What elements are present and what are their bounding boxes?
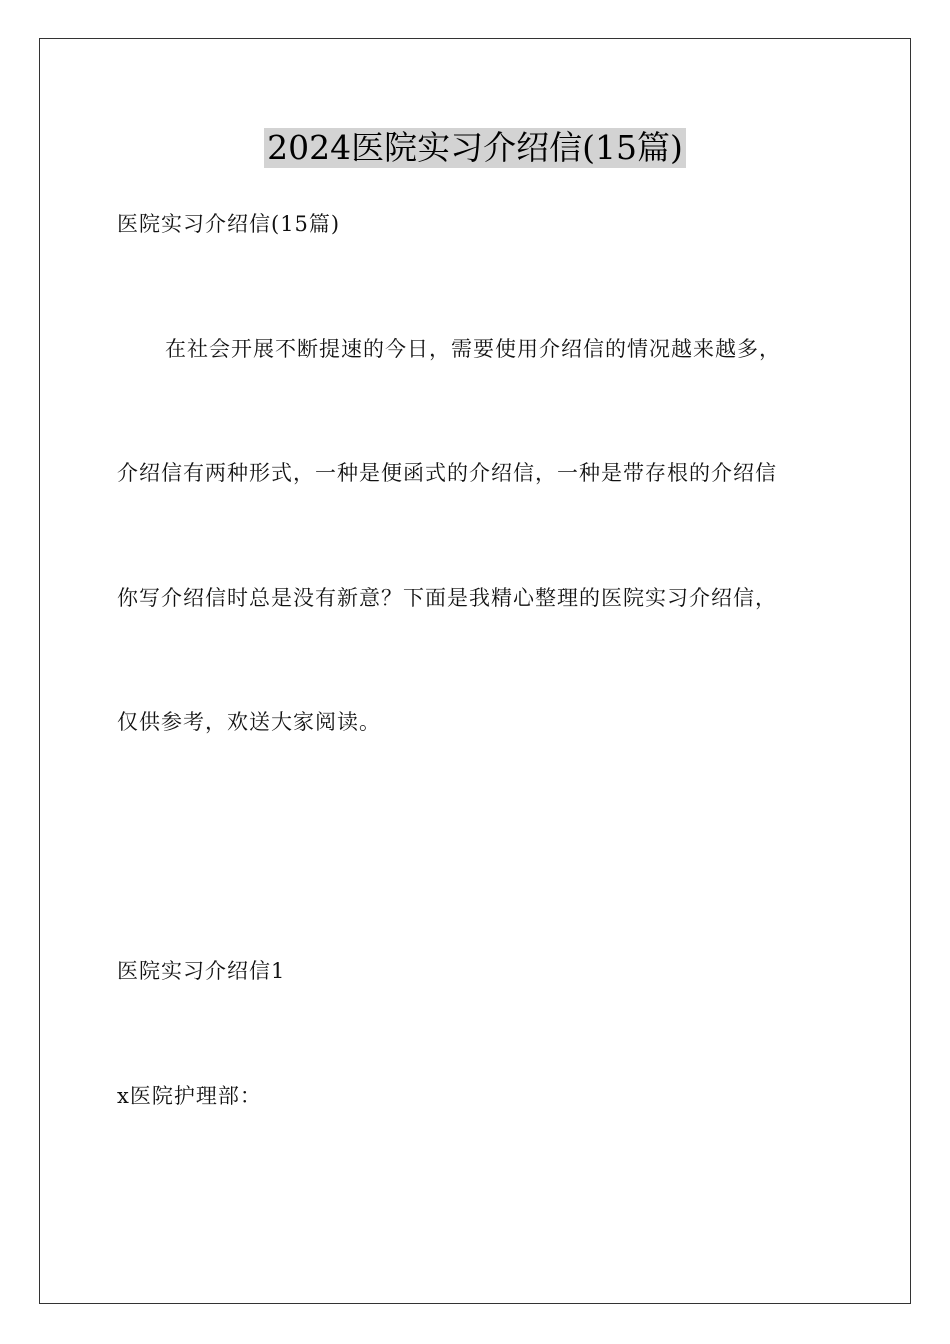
- section-heading: 医院实习介绍信1: [117, 959, 286, 983]
- intro-line-4: 仅供参考，欢送大家阅读。: [117, 710, 381, 734]
- intro-line-1: 在社会开展不断提速的今日，需要使用介绍信的情况越来越多，: [165, 337, 781, 361]
- intro-line-2: 介绍信有两种形式，一种是便函式的介绍信，一种是带存根的介绍信: [117, 461, 777, 485]
- document-title: 2024医院实习介绍信(15篇): [264, 128, 686, 168]
- title-container: [0, 128, 950, 168]
- intro-line-3: 你写介绍信时总是没有新意？下面是我精心整理的医院实习介绍信，: [117, 586, 777, 610]
- salutation: x医院护理部：: [117, 1084, 262, 1108]
- document-subtitle: 医院实习介绍信(15篇): [117, 212, 341, 236]
